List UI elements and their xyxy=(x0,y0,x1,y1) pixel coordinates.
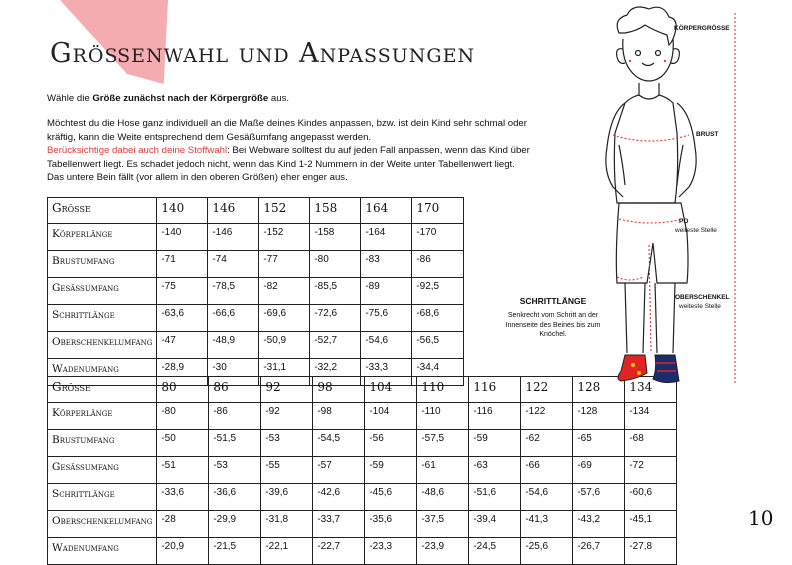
table-cell: -62 xyxy=(521,430,573,457)
table-cell: -57 xyxy=(313,457,365,484)
table-cell: 128 xyxy=(573,377,625,403)
table-cell: -39,6 xyxy=(261,484,313,511)
size-table-large xyxy=(47,197,464,386)
table-row xyxy=(48,484,677,511)
table-cell: -33,7 xyxy=(313,511,365,538)
table-cell: -65 xyxy=(573,430,625,457)
table-cell: -41,3 xyxy=(521,511,573,538)
table-cell: -55 xyxy=(261,457,313,484)
intro-paragraph-2 xyxy=(47,117,567,184)
table-row xyxy=(48,403,677,430)
table-row xyxy=(48,224,464,251)
intro-p2-red: Berücksichtige dabei auch deine Stoffwahl xyxy=(47,145,228,157)
table-cell: -56 xyxy=(365,430,417,457)
hair-icon xyxy=(617,7,676,45)
table-cell: -74 xyxy=(208,251,259,278)
label-oberschenkel: OBERSCHENKEL xyxy=(675,294,730,301)
table-cell: 146 xyxy=(208,198,259,224)
intro-paragraph-1 xyxy=(47,92,567,105)
table-cell: -152 xyxy=(259,224,310,251)
table-cell: -59 xyxy=(365,457,417,484)
table-cell: -26,7 xyxy=(573,538,625,565)
table-cell: -75 xyxy=(157,278,208,305)
schrittlaenge-heading: SCHRITTLÄNGE xyxy=(519,296,587,306)
label-koerpergroesse: KÖRPERGRÖSSE xyxy=(674,25,730,32)
table-cell: -63 xyxy=(469,457,521,484)
table-cell: -128 xyxy=(573,403,625,430)
table-cell: -54,5 xyxy=(313,430,365,457)
table-cell: 80 xyxy=(157,377,209,403)
table-cell: -20,9 xyxy=(157,538,209,565)
table-cell: -82 xyxy=(259,278,310,305)
table-cell: -61 xyxy=(417,457,469,484)
intro-p2-last: Das untere Bein fällt (vor allem in den oberen Größen) eher enger aus. xyxy=(47,172,348,184)
row-label: Gesäßumfang xyxy=(48,457,157,484)
table-cell: -89 xyxy=(361,278,412,305)
table-row xyxy=(48,305,464,332)
intro-text xyxy=(47,92,567,196)
table-cell: -68,6 xyxy=(412,305,464,332)
table-cell: -98 xyxy=(313,403,365,430)
table-cell: -51 xyxy=(157,457,209,484)
table-cell: -116 xyxy=(469,403,521,430)
intro-p2-line2: kräftig, kann die Weite entsprechend dem Gesäßumfang angepasst werden. xyxy=(47,131,372,143)
row-label: Oberschenkelumfang xyxy=(48,332,157,359)
table-row xyxy=(48,511,677,538)
table-cell: -35,6 xyxy=(365,511,417,538)
table-cell: -27,8 xyxy=(625,538,677,565)
table-cell: -80 xyxy=(157,403,209,430)
red-sock-icon xyxy=(618,355,647,381)
table-cell: -23,3 xyxy=(365,538,417,565)
row-label: Wadenumfang xyxy=(48,538,157,565)
page-number: 10 xyxy=(748,506,774,530)
table-cell: 104 xyxy=(365,377,417,403)
table-cell: 110 xyxy=(417,377,469,403)
table-cell: -72,6 xyxy=(310,305,361,332)
intro-p1-pre: Wähle die xyxy=(47,93,93,104)
table-cell: -164 xyxy=(361,224,412,251)
row-label: Größe xyxy=(48,377,157,403)
table-cell: -72 xyxy=(625,457,677,484)
table-cell: -158 xyxy=(310,224,361,251)
table-cell: -80 xyxy=(310,251,361,278)
row-label: Größe xyxy=(48,198,157,224)
table-cell: -48,9 xyxy=(208,332,259,359)
table-cell: 158 xyxy=(310,198,361,224)
size-table-small xyxy=(47,376,677,565)
row-label: Gesäßumfang xyxy=(48,278,157,305)
table-cell: -110 xyxy=(417,403,469,430)
table-cell: -31,1 xyxy=(259,359,310,386)
table-cell: -33,6 xyxy=(157,484,209,511)
table-cell: -86 xyxy=(412,251,464,278)
table-cell: -50 xyxy=(157,430,209,457)
intro-p1-bold: Größe zunächst nach der Körpergröße xyxy=(92,93,269,104)
table-cell: -69,6 xyxy=(259,305,310,332)
label-brust: BRUST xyxy=(696,131,719,138)
table-cell: -60,6 xyxy=(625,484,677,511)
table-cell: -104 xyxy=(365,403,417,430)
table-cell: -51,5 xyxy=(209,430,261,457)
table-cell: -34,4 xyxy=(412,359,464,386)
row-label: Schrittlänge xyxy=(48,484,157,511)
table-cell: -52,7 xyxy=(310,332,361,359)
table-cell: 122 xyxy=(521,377,573,403)
table-cell: -140 xyxy=(157,224,208,251)
table-cell: -47 xyxy=(157,332,208,359)
table-cell: -53 xyxy=(261,430,313,457)
table-cell: -66,6 xyxy=(208,305,259,332)
label-po: PO xyxy=(679,218,689,225)
table-cell: -30 xyxy=(208,359,259,386)
schrittlaenge-description: Senkrecht vom Schritt an der Innenseite des Beines bis zum Knöchel. xyxy=(505,312,601,338)
table-cell: -122 xyxy=(521,403,573,430)
table-cell: -36,6 xyxy=(209,484,261,511)
intro-p1-post: aus. xyxy=(268,93,290,104)
page-title: Größenwahl und Anpassungen xyxy=(50,38,476,69)
table-cell: -25,6 xyxy=(521,538,573,565)
table-cell: -75,6 xyxy=(361,305,412,332)
table-cell: 134 xyxy=(625,377,677,403)
label-po-sub: weiteste Stelle xyxy=(675,227,717,234)
table-cell: -83 xyxy=(361,251,412,278)
table-cell: 86 xyxy=(209,377,261,403)
table-cell: -21,5 xyxy=(209,538,261,565)
table-cell: -85,5 xyxy=(310,278,361,305)
row-label: Körperlänge xyxy=(48,224,157,251)
table-cell: -92 xyxy=(261,403,313,430)
table-row xyxy=(48,457,677,484)
table-cell: -57,6 xyxy=(573,484,625,511)
table-row xyxy=(48,538,677,565)
table-cell: -29,9 xyxy=(209,511,261,538)
intro-p2-line1: Möchtest du die Hose ganz individuell an die Maße deines Kindes anpassen, bzw. ist dein Kind sehr schmal oder xyxy=(47,118,527,130)
table-cell: -31,8 xyxy=(261,511,313,538)
table-cell: 140 xyxy=(157,198,208,224)
table-cell: -50,9 xyxy=(259,332,310,359)
table-cell: -28 xyxy=(157,511,209,538)
table-cell: -22,7 xyxy=(313,538,365,565)
table-cell: -23,9 xyxy=(417,538,469,565)
table-cell: -43,2 xyxy=(573,511,625,538)
table-cell: -51,6 xyxy=(469,484,521,511)
table-cell: -71 xyxy=(157,251,208,278)
table-cell: -24,5 xyxy=(469,538,521,565)
table-cell: -56,5 xyxy=(412,332,464,359)
table-cell: -45,1 xyxy=(625,511,677,538)
table-cell: -22,1 xyxy=(261,538,313,565)
table-cell: -63,6 xyxy=(157,305,208,332)
table-cell: -68 xyxy=(625,430,677,457)
table-cell: -66 xyxy=(521,457,573,484)
row-label: Oberschenkelumfang xyxy=(48,511,157,538)
table-cell: -54,6 xyxy=(361,332,412,359)
row-label: Schrittlänge xyxy=(48,305,157,332)
table-cell: 152 xyxy=(259,198,310,224)
row-label: Brustumfang xyxy=(48,430,157,457)
table-cell: 92 xyxy=(261,377,313,403)
table-cell: 98 xyxy=(313,377,365,403)
table-cell: -77 xyxy=(259,251,310,278)
table-cell: -134 xyxy=(625,403,677,430)
table-cell: 116 xyxy=(469,377,521,403)
table-cell: -57,5 xyxy=(417,430,469,457)
table-cell: -92,5 xyxy=(412,278,464,305)
blue-sock-icon xyxy=(653,355,679,383)
table-cell: -54,6 xyxy=(521,484,573,511)
table-row xyxy=(48,332,464,359)
table-cell: -69 xyxy=(573,457,625,484)
intro-p2-rest: : Bei Webware solltest du auf jeden Fall anpassen, wenn das Kind über Tabellenwert liegt. Es schadet jedoch nicht, wenn das Kind 1-2 Nummern in der Weite unter Tabellenwert liegt. xyxy=(47,145,530,170)
row-label: Körperlänge xyxy=(48,403,157,430)
table-cell: -53 xyxy=(209,457,261,484)
label-oberschenkel-sub: weiteste Stelle xyxy=(679,303,721,310)
table-cell: -28,9 xyxy=(157,359,208,386)
table-cell: -39,4 xyxy=(469,511,521,538)
table-cell: -37,5 xyxy=(417,511,469,538)
schrittlaenge-note xyxy=(492,296,614,340)
table-cell: -33,3 xyxy=(361,359,412,386)
table-cell: -86 xyxy=(209,403,261,430)
table-cell: 170 xyxy=(412,198,464,224)
table-cell: -45,6 xyxy=(365,484,417,511)
row-label: Wadenumfang xyxy=(48,359,157,386)
table-row xyxy=(48,278,464,305)
table-cell: -32,2 xyxy=(310,359,361,386)
table-cell: -59 xyxy=(469,430,521,457)
row-label: Brustumfang xyxy=(48,251,157,278)
table-cell: -170 xyxy=(412,224,464,251)
table-cell: -48,6 xyxy=(417,484,469,511)
table-cell: 164 xyxy=(361,198,412,224)
table-row xyxy=(48,251,464,278)
table-cell: -146 xyxy=(208,224,259,251)
table-header-row xyxy=(48,198,464,224)
table-cell: -42,6 xyxy=(313,484,365,511)
table-row xyxy=(48,430,677,457)
table-cell: -78,5 xyxy=(208,278,259,305)
